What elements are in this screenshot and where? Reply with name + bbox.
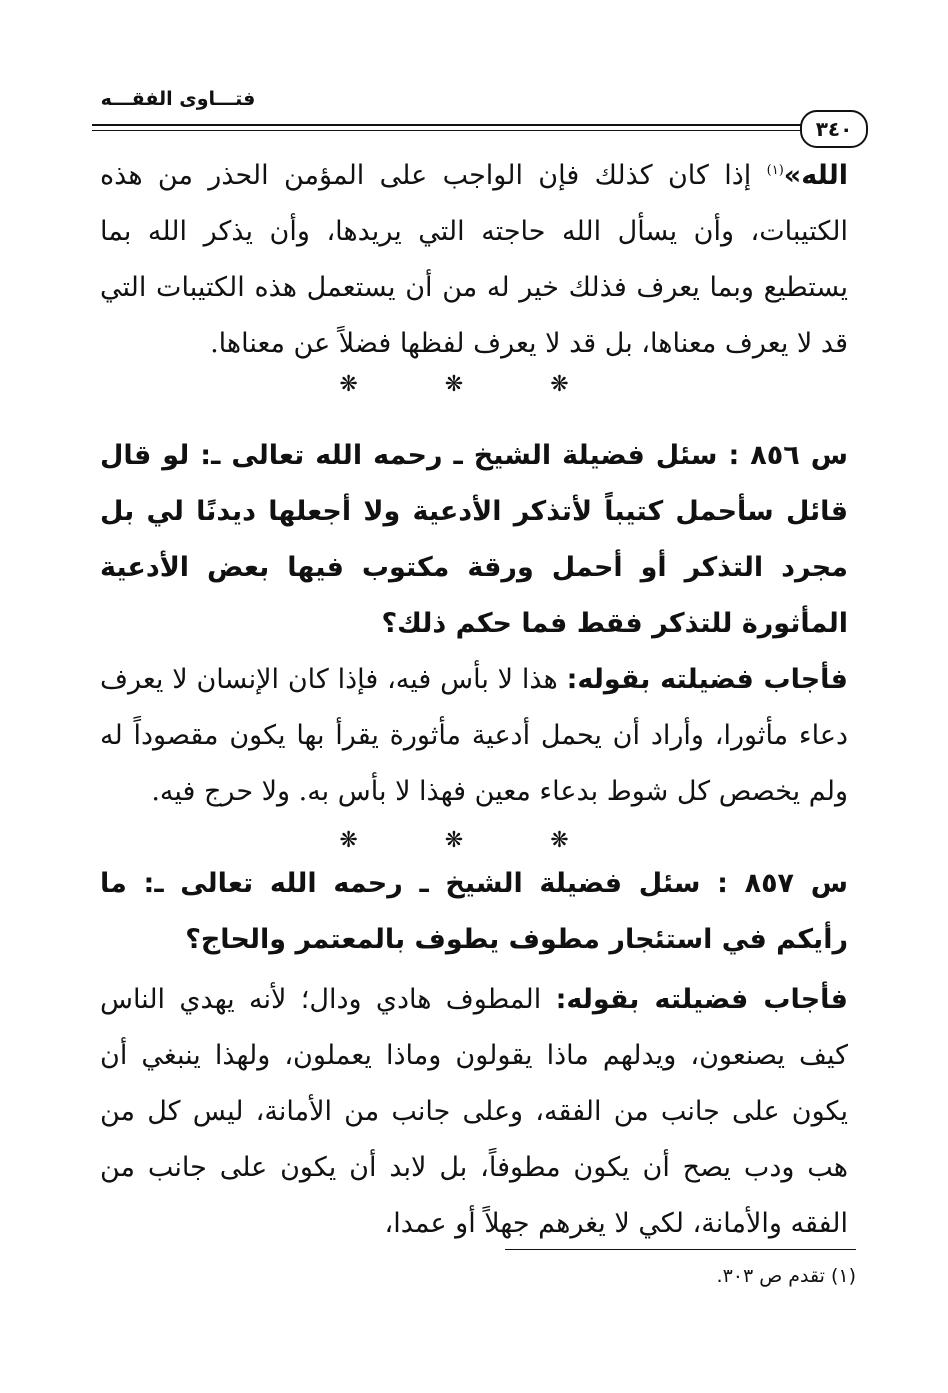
answer-857 [100, 972, 848, 1252]
question-856 [100, 428, 848, 652]
footnote-rule [505, 1249, 856, 1250]
question-text: س ٨٥٧ : سئل فضيلة الشيخ ـ رحمه الله تعالى ـ: ما رأيكم في استئجار مطوف يطوف بالمعتمر والحاج؟ [100, 868, 848, 955]
answer-lead: فأجاب فضيلته بقوله: [555, 984, 848, 1015]
section-separator: ❋ ❋ ❋ [339, 828, 609, 853]
quote-end: الله» [783, 160, 848, 191]
page-number-badge: ٣٤٠ [800, 110, 868, 148]
answer-lead: فأجاب فضيلته بقوله: [566, 664, 848, 695]
header-rule-thin [92, 130, 808, 131]
question-857 [100, 856, 848, 968]
paragraph-text: إذا كان كذلك فإن الواجب على المؤمن الحذر من هذه الكتيبات، وأن يسأل الله حاجته التي يريدها، وأن يذكر الله بما يستطيع وبما يعرف فذلك خير له من أن يستعمل هذه الكتيبات التي قد لا يعرف معناها، بل قد لا يعرف لفظها فضلاً عن معناها. [100, 160, 848, 359]
footnote-reference: (١) [766, 163, 784, 178]
answer-text: المطوف هادي ودال؛ لأنه يهدي الناس كيف يصنعون، ويدلهم ماذا يقولون وماذا يعملون، ولهذا ينبغي أن يكون على جانب من الفقه، وعلى جانب من الأمانة، ليس كل من هب ودب يصح أن يكون مطوفاً، بل لابد أن يكون على جانب من الفقه والأمانة، لكي لا يغرهم جهلاً أو عمدا، [100, 984, 848, 1239]
answer-856 [100, 652, 848, 820]
answer-text: هذا لا بأس فيه، فإذا كان الإنسان لا يعرف دعاء مأثورا، وأراد أن يحمل أدعية مأثورة يقرأ بها يكون مقصوداً له ولم يخصص كل شوط بدعاء معين فهذا لا بأس به. ولا حرج فيه. [100, 664, 848, 807]
footnote: (١) تقدم ص ٣٠٣. [716, 1265, 856, 1287]
running-header-title: فتـــاوى الفقـــه [100, 88, 256, 110]
question-text: س ٨٥٦ : سئل فضيلة الشيخ ـ رحمه الله تعالى ـ: لو قال قائل سأحمل كتيباً لأتذكر الأدعية ولا أجعلها ديدنًا لي بل مجرد التذكر أو أحمل ورقة مكتوب فيها بعض الأدعية المأثورة للتذكر فقط فما حكم ذلك؟ [100, 440, 848, 639]
paragraph-continuation [100, 148, 848, 372]
section-separator: ❋ ❋ ❋ [339, 372, 609, 397]
header-rule-thick [92, 124, 808, 126]
